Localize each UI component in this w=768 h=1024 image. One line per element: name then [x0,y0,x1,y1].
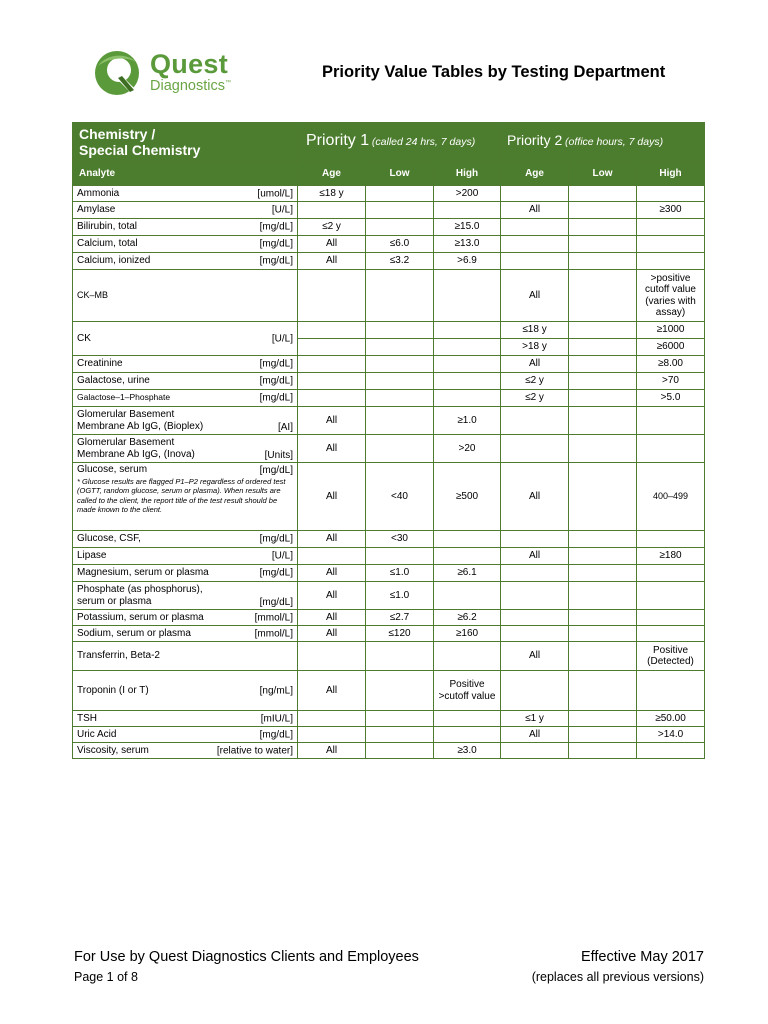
p1-low-cell [366,219,434,236]
analyte-cell [73,270,298,322]
p2-age-cell: ≤18 y [501,322,569,339]
p1-age-cell: All [298,582,366,610]
p2-high-cell [637,582,705,610]
p2-high-cell: ≥8.00 [637,356,705,373]
analyte-name: CK [77,332,91,344]
page-title: Priority Value Tables by Testing Department [322,63,666,81]
p2-high-cell [637,236,705,253]
analyte-unit: [ng/mL] [259,684,293,696]
p1-high-cell [434,356,501,373]
priority1-note: (called 24 hrs, 7 days) [371,136,476,149]
p1-low-cell [366,322,434,339]
table-row [73,531,705,548]
analyte-cell [73,373,298,390]
p2-low-cell [569,202,637,219]
analyte-name: Troponin (I or T) [77,684,149,696]
p1-age-cell [298,373,366,390]
p2-high-cell [637,435,705,463]
p2-low-cell [569,548,637,565]
p2-low-cell [569,322,637,339]
analyte-cell [73,236,298,253]
col-analyte: Analyte [73,162,298,186]
p2-high-cell [637,610,705,626]
p1-low-cell [366,339,434,356]
page-number: Page 1 of 8 [74,970,138,984]
p2-age-cell [501,253,569,270]
analyte-name: Galactose, urine [77,375,150,387]
p1-low-cell: <30 [366,531,434,548]
analyte-name: Magnesium, serum or plasma [77,567,209,579]
table-row [73,322,705,339]
p1-age-cell: All [298,743,366,759]
table-row [73,219,705,236]
p2-low-cell [569,727,637,743]
p2-low-cell [569,219,637,236]
p2-high-cell: ≥180 [637,548,705,565]
p2-age-cell [501,219,569,236]
analyte-cell [73,548,298,565]
p2-age-cell [501,610,569,626]
analyte-name: Transferrin, Beta-2 [77,650,160,662]
table-row [73,356,705,373]
p2-high-cell [637,626,705,642]
p1-low-cell [366,407,434,435]
p1-low-cell [366,435,434,463]
table-row [73,236,705,253]
p1-high-cell: ≥500 [434,463,501,531]
analyte-cell [73,356,298,373]
p1-age-cell: All [298,435,366,463]
p1-high-cell: ≥1.0 [434,407,501,435]
p1-age-cell: All [298,253,366,270]
p2-high-cell: >14.0 [637,727,705,743]
table-row [73,727,705,743]
quest-logo [92,46,252,102]
priority-value-table [72,122,705,759]
analyte-unit: [mg/dL] [259,392,293,404]
p1-high-cell [434,373,501,390]
p1-age-cell: All [298,626,366,642]
analyte-name: Calcium, ionized [77,255,151,267]
analyte-name-line1: Glomerular Basement [77,409,175,420]
p1-high-cell: >6.9 [434,253,501,270]
analyte-name: Glucose, CSF, [77,533,141,545]
analyte-name [77,584,203,607]
analyte-cell [73,435,298,463]
p1-low-cell: ≤120 [366,626,434,642]
table-row [73,565,705,582]
p2-high-cell [637,743,705,759]
p1-low-cell [366,743,434,759]
analyte-unit: [mg/dL] [259,255,293,267]
p2-age-cell: All [501,463,569,531]
p1-high-cell [434,531,501,548]
table-header-columns-row [73,162,705,186]
p1-high-cell [434,548,501,565]
table-row [73,582,705,610]
p2-high-cell [637,671,705,711]
table-row [73,202,705,219]
p2-low-cell [569,711,637,727]
analyte-unit: [mg/dL] [259,567,293,579]
p2-age-cell: ≤2 y [501,373,569,390]
analyte-name: Creatinine [77,358,123,370]
logo-trademark: ™ [224,80,231,87]
p2-age-cell [501,531,569,548]
table-row [73,186,705,202]
p2-low-cell [569,565,637,582]
analyte-unit: [AI] [277,421,293,433]
p2-low-cell [569,610,637,626]
table-row [73,407,705,435]
analyte-name: Uric Acid [77,728,117,740]
p2-age-cell: All [501,202,569,219]
col-p1-high: High [434,162,501,186]
analyte-name: Amylase [77,204,116,216]
table-row [73,270,705,322]
p1-high-cell [434,727,501,743]
p2-age-cell [501,407,569,435]
priority2-label: Priority 2 [507,132,563,149]
analyte-cell [73,463,298,531]
p1-high-cell [434,642,501,671]
analyte-name: Sodium, serum or plasma [77,627,191,639]
p2-low-cell [569,671,637,711]
analyte-unit: [U/L] [271,332,293,344]
analyte-unit: [mg/dL] [259,465,293,476]
p2-low-cell [569,356,637,373]
p1-low-cell [366,390,434,407]
p2-age-cell [501,743,569,759]
dept-line2: Special Chemistry [79,142,201,158]
p1-age-cell [298,727,366,743]
p2-age-cell: ≤1 y [501,711,569,727]
table-row [73,671,705,711]
p2-age-cell [501,565,569,582]
p2-age-cell: >18 y [501,339,569,356]
p1-age-cell: All [298,610,366,626]
analyte-cell [73,202,298,219]
p1-low-cell [366,671,434,711]
p2-high-cell [637,565,705,582]
p2-high-cell [637,253,705,270]
dept-line1: Chemistry / [79,126,156,142]
p2-high-cell: ≥1000 [637,322,705,339]
p1-age-cell: ≤2 y [298,219,366,236]
analyte-cell [73,531,298,548]
analyte-cell [73,743,298,759]
p2-age-cell: All [501,356,569,373]
p2-age-cell [501,626,569,642]
p2-low-cell [569,253,637,270]
logo-name: Quest [150,49,229,79]
analyte-unit: [mg/dL] [259,221,293,233]
p2-low-cell [569,626,637,642]
table-row [73,743,705,759]
p1-high-cell: ≥3.0 [434,743,501,759]
analyte-name-line1: Phosphate (as phosphorus), [77,584,203,595]
table-row [73,435,705,463]
p2-high-cell: ≥50.00 [637,711,705,727]
p1-age-cell: ≤18 y [298,186,366,202]
p2-low-cell [569,270,637,322]
p1-age-cell [298,711,366,727]
analyte-cell [73,671,298,711]
p2-age-cell [501,582,569,610]
analyte-name: Lipase [77,550,107,562]
analyte-unit: [U/L] [271,204,293,216]
p1-low-cell: ≤1.0 [366,582,434,610]
p1-low-cell: ≤6.0 [366,236,434,253]
p2-high-cell: 400–499 [637,463,705,531]
p2-age-cell [501,236,569,253]
replaces-note: (replaces all previous versions) [531,970,704,984]
p1-high-cell: ≥160 [434,626,501,642]
p2-low-cell [569,435,637,463]
effective-date: Effective May 2017 [580,949,704,965]
p1-age-cell [298,270,366,322]
p1-low-cell: ≤2.7 [366,610,434,626]
p1-age-cell: All [298,236,366,253]
table-row [73,253,705,270]
p1-high-cell: ≥6.2 [434,610,501,626]
p2-low-cell [569,463,637,531]
p1-high-cell: ≥15.0 [434,219,501,236]
p1-age-cell [298,390,366,407]
logo-subname [150,78,231,94]
p1-low-cell [366,711,434,727]
analyte-unit: [mg/dL] [259,238,293,250]
p2-low-cell [569,743,637,759]
priority2-note: (office hours, 7 days) [565,136,664,149]
p2-age-cell: All [501,270,569,322]
department-header [73,123,298,162]
p2-age-cell: All [501,727,569,743]
analyte-unit: [mmol/L] [254,627,293,639]
priority2-header [501,123,705,162]
analyte-unit: [U/L] [271,550,293,562]
priority1-label: Priority 1 [306,132,370,150]
analyte-name: Glucose, serum [77,464,148,475]
p1-age-cell [298,339,366,356]
analyte-name: Galactose–1–Phosphate [77,392,171,403]
p1-age-cell [298,322,366,339]
analyte-cell [73,219,298,236]
p2-low-cell [569,236,637,253]
p2-low-cell [569,373,637,390]
analyte-unit: [mg/dL] [259,596,293,608]
table-row [73,390,705,407]
glucose-note: * Glucose results are flagged P1–P2 regardless of ordered test (OGTT, random glucose, serum or plasma). When results are called to the client, the report title of the test result should be made known to the client. [77,476,286,514]
analyte-cell [73,727,298,743]
p2-high-cell [637,219,705,236]
p1-low-cell: <40 [366,463,434,531]
p1-age-cell [298,642,366,671]
analyte-unit: [mg/dL] [259,728,293,740]
analyte-cell [73,407,298,435]
p1-age-cell [298,548,366,565]
analyte-cell [73,642,298,671]
table-row [73,626,705,642]
analyte-unit: [relative to water] [216,744,293,756]
p1-high-cell [434,711,501,727]
p1-high-cell [434,270,501,322]
p1-high-cell [434,339,501,356]
analyte-unit: [mg/dL] [259,375,293,387]
p2-high-cell: ≥6000 [637,339,705,356]
priority1-header [298,123,501,162]
p1-low-cell [366,373,434,390]
p2-low-cell [569,642,637,671]
p1-high-cell: >20 [434,435,501,463]
p1-high-cell: ≥6.1 [434,565,501,582]
p2-high-cell [637,186,705,202]
p2-low-cell [569,531,637,548]
analyte-cell [73,390,298,407]
p2-age-cell [501,671,569,711]
analyte-name: Calcium, total [77,238,138,250]
analyte-cell [73,582,298,610]
p1-age-cell: All [298,531,366,548]
p1-high-cell: Positive >cutoff value [434,671,501,711]
table-row [73,642,705,671]
table-row [73,463,705,531]
analyte-unit: [mmol/L] [254,611,293,623]
p1-low-cell [366,727,434,743]
col-p1-age: Age [298,162,366,186]
p2-age-cell: ≤2 y [501,390,569,407]
p1-high-cell: ≥13.0 [434,236,501,253]
p1-high-cell: >200 [434,186,501,202]
analyte-name [77,409,203,432]
analyte-name [77,437,195,460]
p2-high-cell: Positive (Detected) [637,642,705,671]
analyte-name: TSH [77,712,97,724]
p2-age-cell: All [501,548,569,565]
p1-high-cell [434,202,501,219]
analyte-name: CK–MB [77,289,109,300]
analyte-cell [73,626,298,642]
analyte-cell [73,253,298,270]
p1-age-cell [298,356,366,373]
p2-high-cell: ≥300 [637,202,705,219]
quest-q-icon [92,48,142,98]
logo-diagnostics-text: Diagnostics [150,78,225,94]
p2-high-cell [637,531,705,548]
p2-low-cell [569,582,637,610]
p1-low-cell [366,202,434,219]
analyte-name-line2: Membrane Ab IgG, (Inova) [77,448,195,460]
analyte-cell [73,322,298,356]
table-row [73,610,705,626]
p2-low-cell [569,186,637,202]
analyte-name-line1: Glomerular Basement [77,437,175,448]
p1-high-cell [434,390,501,407]
p1-age-cell: All [298,565,366,582]
analyte-cell [73,610,298,626]
p1-age-cell: All [298,671,366,711]
table-row [73,548,705,565]
p2-age-cell [501,435,569,463]
analyte-name: Bilirubin, total [77,221,138,233]
analyte-unit: [mIU/L] [260,712,293,724]
p1-age-cell: All [298,407,366,435]
p1-high-cell [434,582,501,610]
col-p2-low: Low [569,162,637,186]
p2-high-cell: >70 [637,373,705,390]
footer-usage-note: For Use by Quest Diagnostics Clients and Employees [74,949,419,965]
p1-low-cell [366,186,434,202]
p2-high-cell: >5.0 [637,390,705,407]
analyte-unit: [mg/dL] [259,358,293,370]
analyte-name: Ammonia [77,187,120,199]
analyte-cell [73,711,298,727]
p2-low-cell [569,407,637,435]
p1-low-cell [366,270,434,322]
p2-high-cell [637,407,705,435]
p2-low-cell [569,390,637,407]
col-p1-low: Low [366,162,434,186]
p1-age-cell [298,202,366,219]
col-p2-high: High [637,162,705,186]
table-header-priority-row [73,123,705,162]
analyte-cell [73,565,298,582]
p1-high-cell [434,322,501,339]
analyte-name: Viscosity, serum [77,744,149,756]
table-row [73,711,705,727]
p1-age-cell: All [298,463,366,531]
col-p2-age: Age [501,162,569,186]
analyte-name-line2: Membrane Ab IgG, (Bioplex) [77,420,204,432]
analyte-unit: [umol/L] [257,187,293,199]
p2-age-cell [501,186,569,202]
p2-low-cell [569,339,637,356]
p1-low-cell [366,548,434,565]
analyte-name-line2: serum or plasma [77,595,152,607]
analyte-unit: [mg/dL] [259,533,293,545]
p1-low-cell: ≤1.0 [366,565,434,582]
p2-high-cell: >positive cutoff value (varies with assay) [637,270,705,322]
p2-age-cell: All [501,642,569,671]
p1-low-cell: ≤3.2 [366,253,434,270]
p1-low-cell [366,642,434,671]
p1-low-cell [366,356,434,373]
analyte-unit: [Units] [264,449,293,461]
analyte-cell [73,186,298,202]
analyte-name: Potassium, serum or plasma [77,611,204,623]
table-row [73,373,705,390]
